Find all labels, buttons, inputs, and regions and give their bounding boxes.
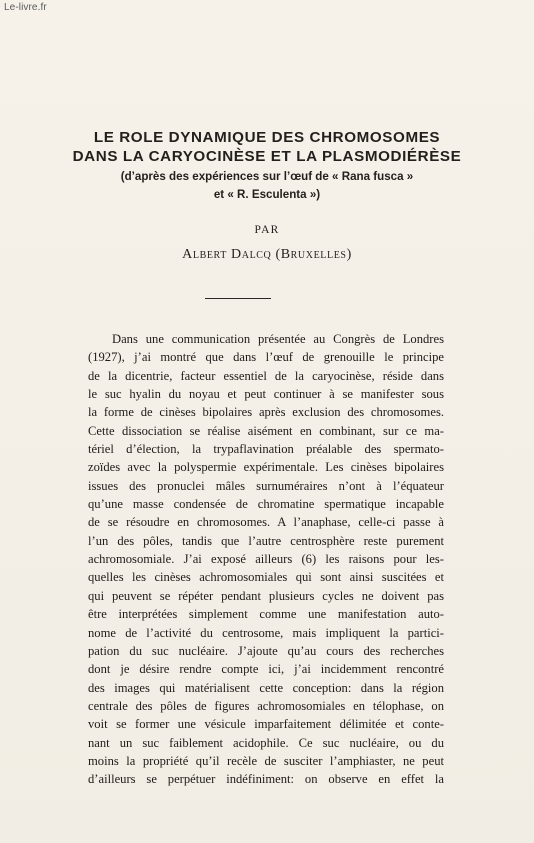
body-line: zoïdes avec la polyspermie expérimentale. Les cinèses bipolaires: [88, 460, 444, 475]
par-label: PAR: [254, 224, 280, 236]
body-paragraph: [88, 330, 444, 789]
body-line: qui peuvent se répéter pendant plusieurs cycles ne doivent pas: [88, 588, 444, 603]
body-line: centrale des pôles de figures achromosomiales en télophase, on: [88, 698, 444, 713]
body-line: être interprétées simplement comme une manifestation auto-: [88, 607, 444, 622]
body-line: de se résoudre en chromosomes. A l’anaphase, celle-ci passe à: [88, 515, 444, 530]
body-line: qu’une masse condensée de chromatine spermatique incapable: [88, 497, 444, 512]
body-line: moins la propriété qu’il recèle de susciter l’amphiaster, ne peut: [88, 753, 444, 768]
body-line: (1927), j’ai montré que dans l’œuf de grenouille le principe: [88, 350, 444, 365]
body-line: dont je désire rendre compte ici, j’ai incidemment rencontré: [88, 662, 444, 677]
body-line: tériel d’élection, la trypaflavination préalable des spermato-: [88, 442, 444, 457]
body-line: voit se former une vésicule imparfaitement délimitée et conte-: [88, 717, 444, 732]
watermark: Le-livre.fr: [4, 2, 47, 13]
body-line: pation du suc nucléaire. J’ajoute qu’au cours des recherches: [88, 643, 444, 658]
body-line: l’un des pôles, tandis que l’autre centrosphère reste purement: [88, 533, 444, 548]
body-line: issues des pronuclei mâles surnuméraires n’ont à l’équateur: [88, 478, 444, 493]
body-line: d’ailleurs se perpétuer indéfiniment: on observe en effet la: [88, 772, 444, 787]
author-byline: Albert Dalcq (Bruxelles): [182, 247, 352, 262]
body-line: Cette dissociation se réalise aisément en combinant, sur ce ma-: [88, 423, 444, 438]
subtitle-line-2: et « R. Esculenta »): [213, 188, 321, 201]
title-line-1: LE ROLE DYNAMIQUE DES CHROMOSOMES: [93, 129, 441, 146]
body-line: le suc hyalin du noyau et peut continuer à se manifester sous: [88, 387, 444, 402]
body-line: Dans une communication présentée au Congrès de Londres: [112, 332, 444, 346]
body-line: de la dicentrie, facteur essentiel de la caryocinèse, réside dans: [88, 368, 444, 383]
article-header: [0, 128, 534, 264]
subtitle-line-1: (d’après des expériences sur l’œuf de « Rana fusca »: [120, 170, 414, 183]
body-line: des images qui matérialisent cette conception: dans la région: [88, 680, 444, 695]
body-line: nome de l’activité du centrosome, mais impliquent la partici-: [88, 625, 444, 640]
title-line-2: DANS LA CARYOCINÈSE ET LA PLASMODIÉRÈSE: [72, 148, 462, 165]
separator-rule: [205, 298, 271, 299]
body-line: nant un suc faiblement acidophile. Ce suc nucléaire, ou du: [88, 735, 444, 750]
body-line: achromosomiale. J’ai exposé ailleurs (6) les raisons pour les-: [88, 552, 444, 567]
body-line: la forme de cinèses bipolaires après exclusion des chromosomes.: [88, 405, 444, 420]
body-line: quelles les cinèses achromosomiales qui sont ainsi suscitées et: [88, 570, 444, 585]
